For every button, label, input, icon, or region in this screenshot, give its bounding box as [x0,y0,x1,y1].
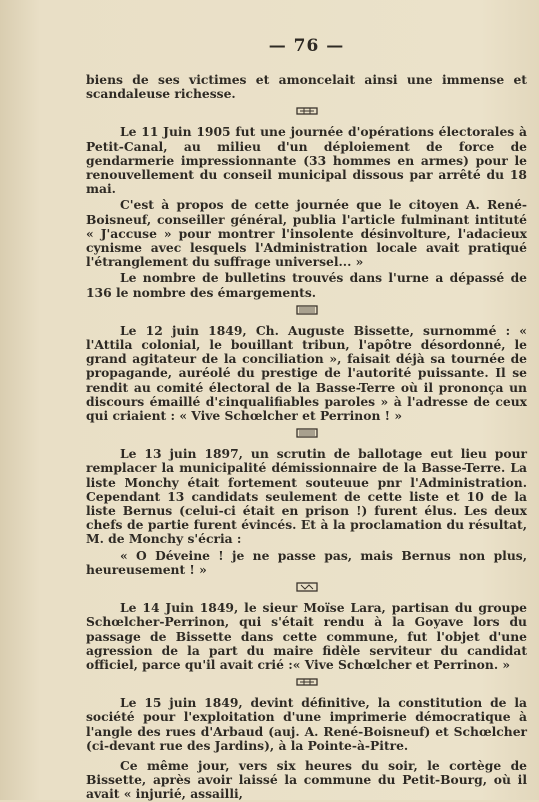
paragraph-moise-lara: Le 14 Juin 1849, le sieur Moïse Lara, partisan du groupe Schœlcher-Perrinon, qui s'était rendu à la Goyave lors du passage de Bissette dans cette commune, fut l'objet d'une agression de la part du maire fidèle serviteur du candidat officiel, parce qu'il avait crié :« Vive Schœlcher et Perrinon. » [86,600,527,672]
section-ornament-icon [296,105,318,117]
section-ornament-icon [296,427,318,439]
paragraph-cortege: Ce même jour, vers six heures du soir, le cortège de Bissette, après avoir laissé la commune du Petit-Bourg, où il avait « injurié, assailli, [86,757,527,802]
paragraph-jaccuse: C'est à propos de cette journée que le citoyen A. René-Boisneuf, conseiller général, publia l'article fulminant intituté « J'accuse » pour montrer l'insolente désinvolture, l'adacieux cynisme avec lesquels l'Administration locale avait pratiqué l'étranglement du suffrage universel... » [86,197,527,270]
paragraph-imprimerie: Le 15 juin 1849, devint définitive, la constitution de la société pour l'exploitation d'une imprimerie démocratique à l'angle des rues d'Arbaud (auj. A. René-Boisneuf) et Schœlcher (ci-devant rue des Jardins), à la Pointe-à-Pitre. [86,695,527,753]
section-ornament-icon [296,676,318,688]
paragraph-bulletins: Le nombre de bulletins trouvés dans l'urne a dépassé de 136 le nombre des émargements. [86,270,527,300]
paragraph-monchy-quote: « O Déveine ! je ne passe pas, mais Bernus non plus, heureusement ! » [86,547,527,577]
section-ornament-icon [296,581,318,593]
paragraph-bissette-1849: Le 12 juin 1849, Ch. Auguste Bissette, surnommé : « l'Attila colonial, le bouillant tribun, l'apôtre désordonné, le grand agitateur de la conciliation », faisait déjà sa tournée de propagande, auréolé du prestige de l'autorité puissante. Il se rendit au comité électoral de la Basse-Terre où il prononça un discours émaillé d'ɛinqualifiables paroles » à l'adresse de ceux qui criaient : « Vive Schœlcher et Perrinon ! » [86,322,527,424]
section-ornament-icon [296,304,318,316]
paragraph-ballotage-1897: Le 13 juin 1897, un scrutin de ballotage eut lieu pour remplacer la municipalité démissionnaire de la Basse-Terre. La liste Monchy était fortement souteuue pnr l'Administration. Cependant 13 candidats seulement de cette liste et 10 de la liste Bernus (celui-ci était en prison !) furent élus. Les deux chefs de partie furent évincés. Et à la proclamation du résultat, M. de Monchy s'écria : [86,446,527,547]
paragraph-continuation: biens de ses victimes et amoncelait ainsi une immense et scandaleuse richesse. [86,72,527,102]
paragraph-petit-canal: Le 11 Juin 1905 fut une journée d'opérations électorales à Petit-Canal, au milieu d'un déploiement de force de gendarmerie impressionnante (33 hommes en armes) pour le renouvellement du conseil municipal dissous par arrêté du 18 mai. [86,124,527,197]
page-number: — 76 — [268,36,345,56]
